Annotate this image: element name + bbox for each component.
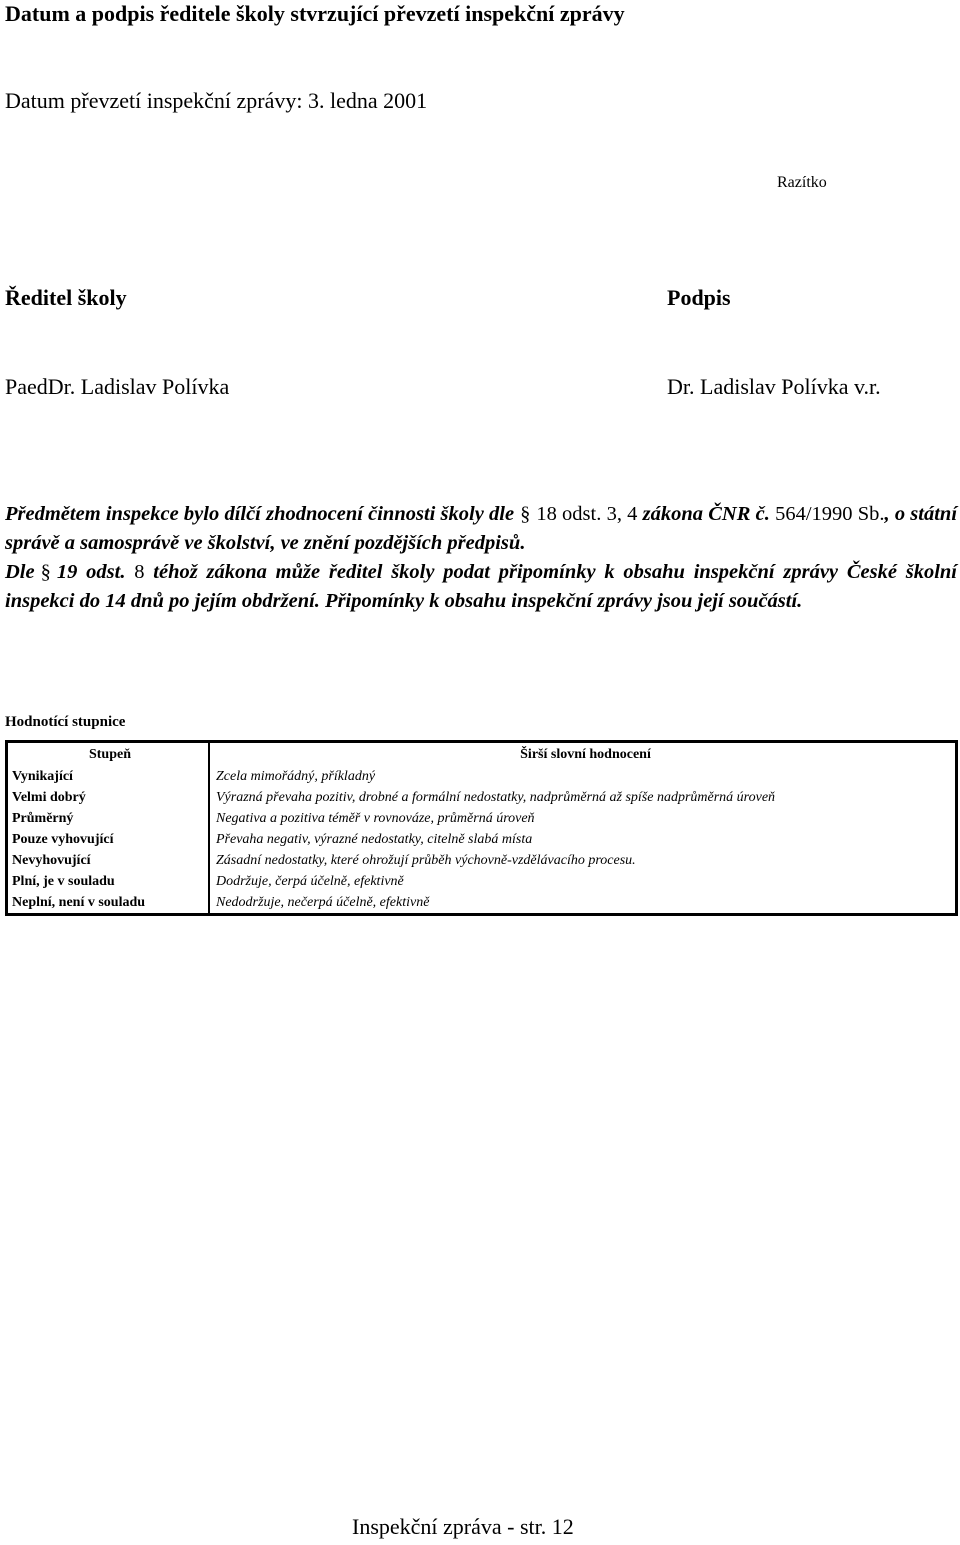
table-row [7,766,957,787]
page-footer: Inspekční zpráva - str. 12 [352,1514,574,1539]
table-row [7,850,957,871]
legal-paragraph-2: Dle § 19 odst. 8 téhož zákona může ředitel školy podat připomínky k obsahu inspekční zprávy České školní inspekci do 14 dnů po jejím obdržení. Připomínky k obsahu inspekční zprávy jsou její součástí. [5,561,957,612]
legal-notice [5,500,957,616]
table-header-row [7,742,957,767]
director-name: PaedDr. Ladislav Polívka [5,374,230,399]
table-row [7,892,957,915]
receipt-date: Datum převzetí inspekční zprávy: 3. ledna 2001 [5,88,428,113]
section-sign: § [40,561,51,583]
grade-cell: Průměrný [12,811,74,826]
description-cell: Převaha negativ, výrazné nedostatky, citelně slabá místa [209,829,957,850]
column-header-grade: Stupeň [88,747,132,762]
column-header-description: Širší slovní hodnocení [209,742,957,767]
table-row [7,808,957,829]
director-label: Ředitel školy [5,285,127,310]
legal-paragraph-1: Předmětem inspekce bylo dílčí zhodnocení činnosti školy dle § 18 odst. 3, 4 zákona ČNR č. 564/1990 Sb., o státní správě a samosprávě ve školství, ve znění pozdějších předpisů. [5,503,958,554]
grade-cell: Velmi dobrý [12,790,86,805]
grade-cell: Vynikající [12,769,73,784]
signature-label: Podpis [667,285,731,310]
grade-cell: Nevyhovující [12,853,91,868]
scale-title: Hodnotící stupnice [5,714,126,730]
grade-cell: Neplní, není v souladu [12,895,146,910]
description-cell: Zcela mimořádný, příkladný [209,766,957,787]
table-row [7,871,957,892]
page-heading: Datum a podpis ředitele školy stvrzující převzetí inspekční zprávy [5,1,625,26]
description-cell: Zásadní nedostatky, které ohrožují průběh výchovně-vzdělávacího procesu. [209,850,957,871]
grade-cell: Pouze vyhovující [12,832,114,847]
table-row [7,829,957,850]
description-cell: Dodržuje, čerpá účelně, efektivně [209,871,957,892]
description-cell: Nedodržuje, nečerpá účelně, efektivně [209,892,957,915]
signature-name: Dr. Ladislav Polívka v.r. [667,374,881,399]
section-sign: § [520,503,531,525]
description-cell: Výrazná převaha pozitiv, drobné a formální nedostatky, nadprůměrná až spíše nadprůměrná úroveň [209,787,957,808]
stamp-label: Razítko [777,174,827,191]
table-row [7,787,957,808]
grade-cell: Plní, je v souladu [12,874,115,889]
description-cell: Negativa a pozitiva téměř v rovnováze, průměrná úroveň [209,808,957,829]
grading-scale-table [5,740,958,916]
